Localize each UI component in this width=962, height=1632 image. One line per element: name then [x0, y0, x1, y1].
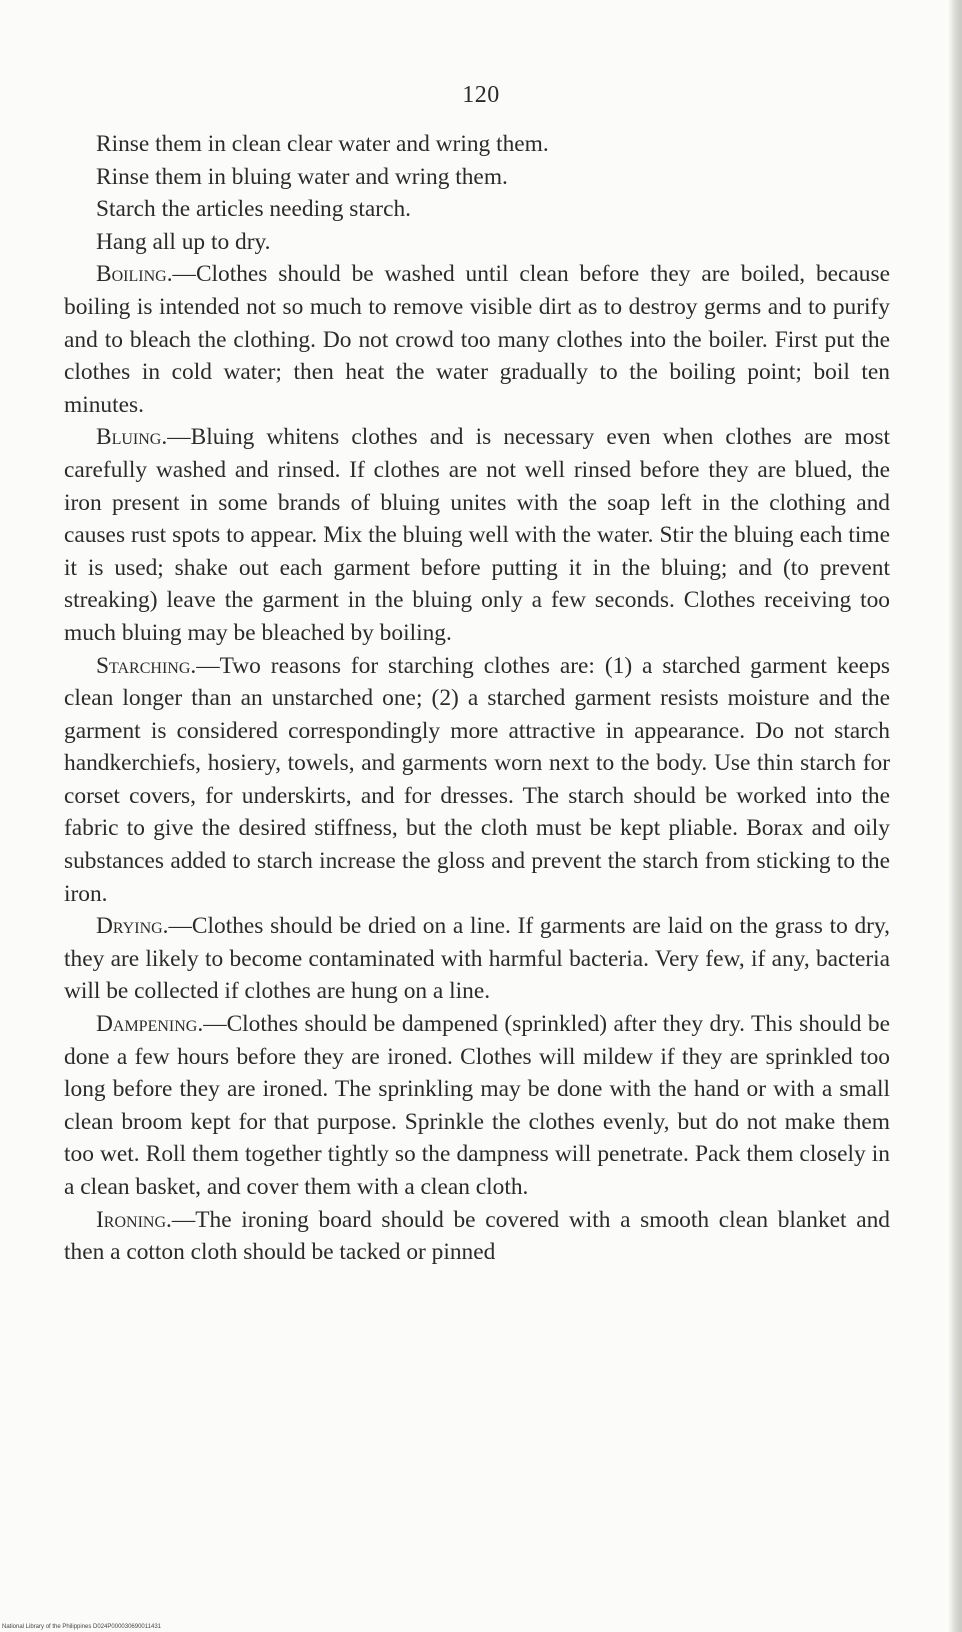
- section-text: Two reasons for starching clothes are: (1) a starched garment keeps clean longer than an unstarched one; (2) a starched garment resists moisture and the garment is considered correspondingly more attractive in appearance. Do not starch handkerchiefs, hosiery, towels, and garments worn next to the body. Use thin starch for corset covers, for underskirts, and for dresses. The starch should be worked into the fabric to give the desired stiffness, but the cloth must be kept pliable. Borax and oily substances added to starch increase the gloss and prevent the starch from sticking to the iron.: [64, 652, 890, 907]
- em-dash: —: [171, 1206, 196, 1233]
- page-edge-shadow: [948, 0, 962, 1632]
- section-drying: [64, 910, 890, 1008]
- section-starching: [64, 650, 890, 911]
- section-text: Clothes should be dried on a line. If garments are laid on the grass to dry, they are likely to become contaminated with harmful bacteria. Very few, if any, bacteria will be collected if clothes are hung on a line.: [64, 913, 890, 1005]
- section-dampening: [64, 1008, 890, 1204]
- section-boiling: [64, 258, 890, 421]
- section-heading: Starching.: [96, 652, 197, 679]
- section-heading: Ironing.: [96, 1206, 172, 1233]
- section-heading: Drying.: [96, 913, 169, 940]
- section-text: The ironing board should be covered with a smooth clean blanket and then a cotton cloth should be tacked or pinned: [64, 1206, 890, 1266]
- body-text: [64, 128, 890, 1269]
- page-number: 120: [462, 82, 500, 108]
- instruction-line: Hang all up to dry.: [96, 228, 271, 255]
- instruction-line: Rinse them in bluing water and wring them.: [96, 163, 508, 190]
- section-text: Clothes should be washed until clean before they are boiled, because boiling is intended not so much to remove visible dirt as to destroy germs and to purify and to bleach the clothing. Do not crowd too many clothes into the boiler. First put the clothes in cold water; then heat the water gradually to the boiling point; boil ten minutes.: [64, 261, 890, 418]
- section-heading: Dampening.: [96, 1011, 204, 1038]
- em-dash: —: [203, 1011, 227, 1038]
- instruction-line: Rinse them in clean clear water and wring them.: [96, 131, 549, 157]
- section-text: Clothes should be dampened (sprinkled) after they dry. This should be done a few hours before they are ironed. Clothes will mildew if they are sprinkled too long before they are ironed. The sprinkling may be done with the hand or with a small clean broom kept for that purpose. Sprinkle the clothes evenly, but do not make them too wet. Roll them together tightly so the dampness will penetrate. Pack them closely in a clean basket, and cover them with a clean cloth.: [64, 1011, 890, 1200]
- section-heading: Boiling.: [96, 261, 173, 288]
- instruction-line: Starch the articles needing starch.: [96, 196, 411, 223]
- scan-footer: National Library of the Philippines D024P000030690011431: [2, 1624, 162, 1630]
- section-text: Bluing whitens clothes and is necessary even when clothes are most carefully washed and rinsed. If clothes are not well rinsed before they are blued, the iron present in some brands of bluing unites with the soap left in the clothing and causes rust spots to appear. Mix the bluing well with the water. Stir the bluing each time it is used; shake out each garment before putting it in the bluing; and (to prevent streaking) leave the garment in the bluing only a few seconds. Clothes receiving too much bluing may be bleached by boiling.: [64, 424, 890, 646]
- em-dash: —: [196, 652, 220, 679]
- em-dash: —: [172, 261, 196, 288]
- em-dash: —: [168, 913, 192, 940]
- section-bluing: [64, 421, 890, 649]
- section-heading: Bluing.: [96, 424, 168, 451]
- section-ironing: [64, 1204, 890, 1269]
- em-dash: —: [167, 424, 191, 451]
